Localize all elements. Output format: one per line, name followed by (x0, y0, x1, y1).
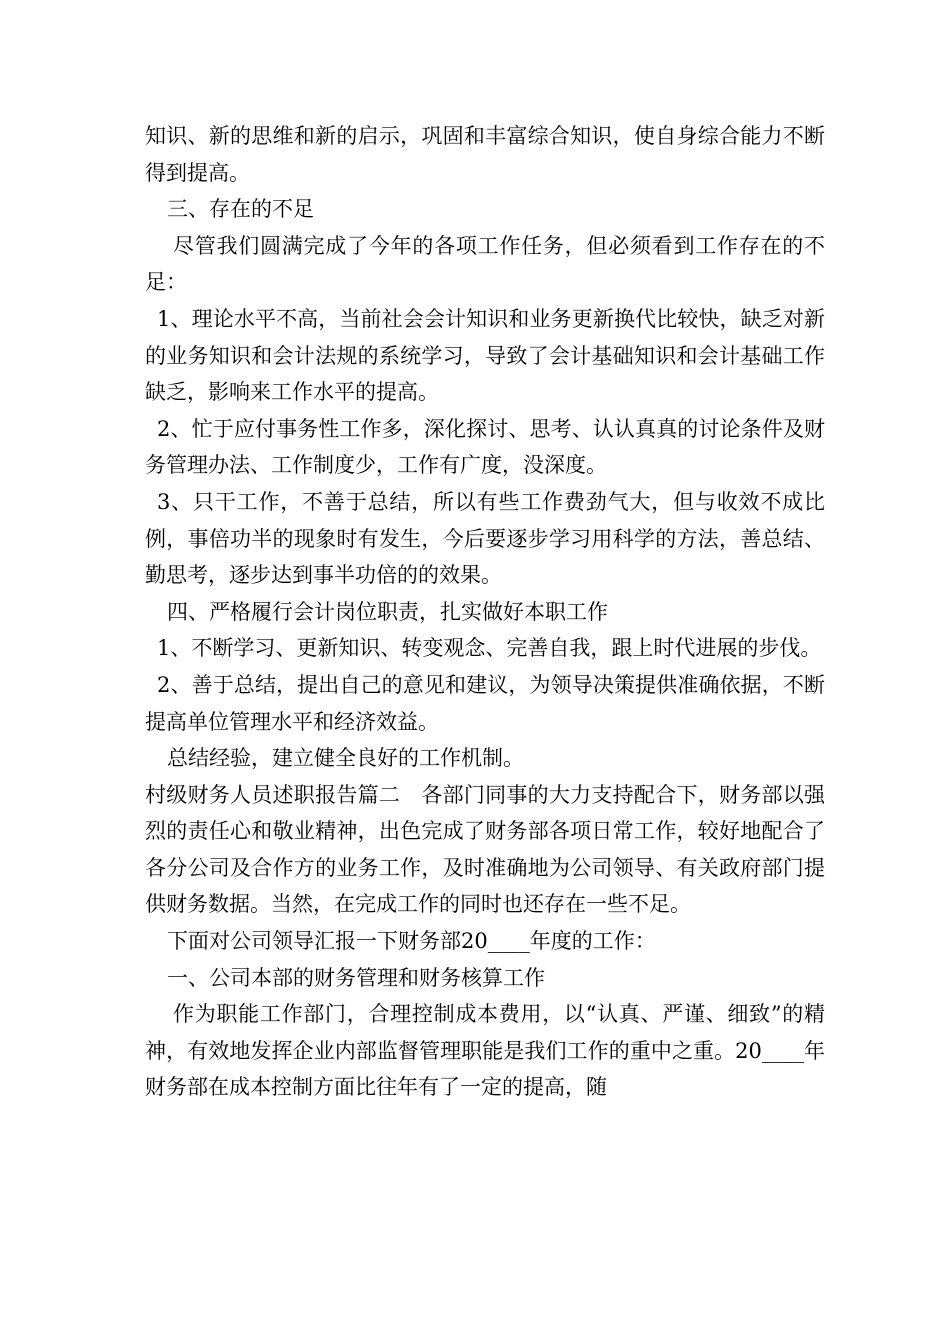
paragraph-annual-intro: 下面对公司领导汇报一下财务部20____年度的工作： (167, 929, 656, 954)
paragraph-report-two: 村级财务人员述职报告篇二 各部门同事的大力支持配合下，财务部以强烈的责任心和敬业精神，出色完成了财务部各项日常工作，较好地配合了各分公司及合作方的业务工作，及时准确地为公司领导、有关政府部门提供财务数据。当然，在完成工作的同时也还存在一些不足。 (145, 782, 825, 917)
paragraph-summary: 总结经验，建立健全良好的工作机制。 (167, 746, 524, 771)
paragraph-shortcoming-3: 3、只干工作，不善于总结，所以有些工作费劲气大，但与收效不成比例，事倍功半的现象时有发生，今后要逐步学习用科学的方法，善总结、勤思考，逐步达到事半功倍的的效果。 (145, 489, 825, 588)
paragraph-duty-1: 1、不断学习、更新知识、转变观念、完善自我，跟上时代进展的步伐。 (157, 636, 822, 661)
heading-shortcomings: 三、存在的不足 (167, 197, 314, 222)
paragraph-duty-2: 2、善于总结，提出自己的意见和建议，为领导决策提供准确依据，不断提高单位管理水平和经济效益。 (145, 672, 825, 734)
paragraph-shortcomings-intro: 尽管我们圆满完成了今年的各项工作任务，但必须看到工作存在的不足： (145, 233, 825, 295)
heading-finance-management: 一、公司本部的财务管理和财务核算工作 (167, 965, 545, 990)
paragraph-shortcoming-2: 2、忙于应付事务性工作多，深化探讨、思考、认认真真的讨论条件及财务管理办法、工作制度少，工作有广度，没深度。 (145, 416, 825, 478)
heading-duties: 四、严格履行会计岗位职责，扎实做好本职工作 (167, 599, 608, 624)
document-body (145, 118, 825, 1106)
paragraph-shortcoming-1: 1、理论水平不高，当前社会会计知识和业务更新换代比较快，缺乏对新的业务知识和会计法规的系统学习，导致了会计基础知识和会计基础工作缺乏，影响来工作水平的提高。 (145, 306, 825, 405)
paragraph-cost-control: 作为职能工作部门，合理控制成本费用，以“认真、严谨、细致”的精神，有效地发挥企业内部监督管理职能是我们工作的重中之重。20____年财务部在成本控制方面比往年有了一定的提高，随 (145, 1002, 825, 1100)
paragraph-knowledge: 知识、新的思维和新的启示，巩固和丰富综合知识，使自身综合能力不断得到提高。 (145, 124, 825, 185)
